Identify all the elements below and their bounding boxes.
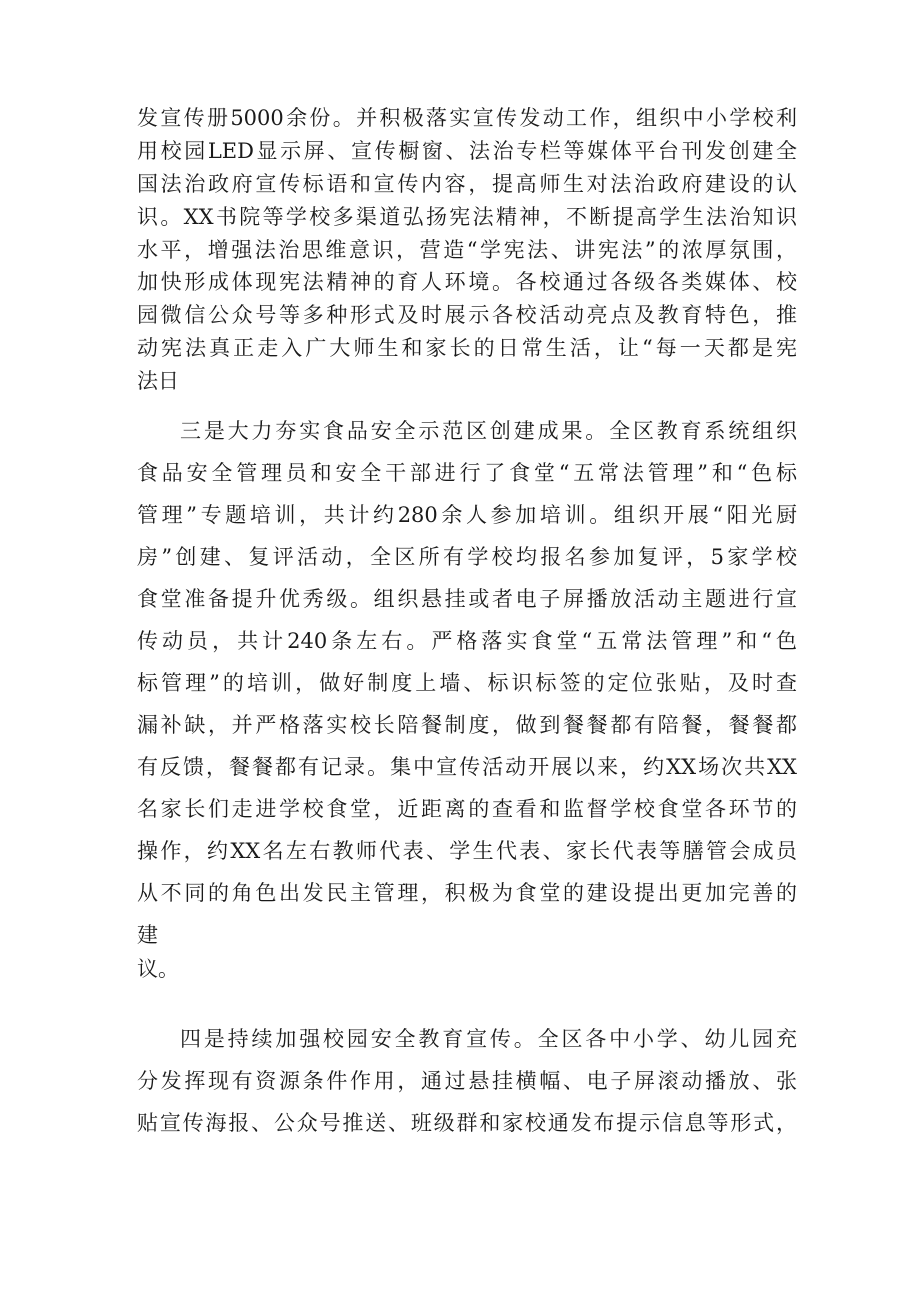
text-line: 识。XX书院等学校多渠道弘扬宪法精神，不断提高学生法治知识 [137, 205, 797, 229]
text-line: 法日 [137, 369, 179, 393]
text-line: 四是持续加强校园安全教育宣传。全区各中小学、幼儿园充 [180, 1027, 797, 1051]
text-line: 国法治政府宣传标语和宣传内容，提高师生对法治政府建设的认 [137, 172, 797, 196]
text-line: 发宣传册5000余份。并积极落实宣传发动工作，组织中小学校利 [137, 106, 797, 130]
text-line: 加快形成体现宪法精神的育人环境。各校通过各级各类媒体、校 [137, 270, 797, 294]
text-line: 操作，约XX名左右教师代表、学生代表、家长代表等膳管会成员 [137, 839, 797, 863]
text-line: 水平，增强法治思维意识，营造“学宪法、讲宪法”的浓厚氛围， [137, 238, 797, 262]
text-line: 食品安全管理员和安全干部进行了食堂“五常法管理”和“色标 [137, 461, 797, 485]
text-line: 管理”专题培训，共计约280余人参加培训。组织开展“阳光厨 [137, 503, 797, 527]
text-line: 有反馈，餐餐都有记录。集中宣传活动开展以来，约XX场次共XX [137, 755, 797, 779]
text-line: 传动员，共计240条左右。严格落实食堂“五常法管理”和“色 [137, 629, 797, 653]
text-line: 名家长们走进学校食堂，近距离的查看和监督学校食堂各环节的 [137, 797, 797, 821]
text-line: 漏补缺，并严格落实校长陪餐制度，做到餐餐都有陪餐，餐餐都 [137, 713, 797, 737]
text-line: 食堂准备提升优秀级。组织悬挂或者电子屏播放活动主题进行宣 [137, 587, 797, 611]
text-line: 三是大力夯实食品安全示范区创建成果。全区教育系统组织 [180, 419, 797, 443]
text-line: 标管理”的培训，做好制度上墙、标识标签的定位张贴，及时查 [137, 671, 797, 695]
text-line: 房”创建、复评活动，全区所有学校均报名参加复评，5家学校 [137, 545, 797, 569]
text-line: 用校园LED显示屏、宣传橱窗、法治专栏等媒体平台刊发创建全 [137, 139, 797, 163]
text-line: 建 [137, 923, 158, 947]
text-line: 议。 [137, 957, 179, 981]
text-line: 贴宣传海报、公众号推送、班级群和家校通发布提示信息等形式， [137, 1111, 797, 1135]
text-line: 园微信公众号等多种形式及时展示各校活动亮点及教育特色，推 [137, 303, 797, 327]
text-line: 分发挥现有资源条件作用，通过悬挂横幅、电子屏滚动播放、张 [137, 1069, 797, 1093]
text-line: 动宪法真正走入广大师生和家长的日常生活，让“每一天都是宪 [137, 336, 797, 360]
text-line: 从不同的角色出发民主管理，积极为食堂的建设提出更加完善的 [137, 881, 797, 905]
